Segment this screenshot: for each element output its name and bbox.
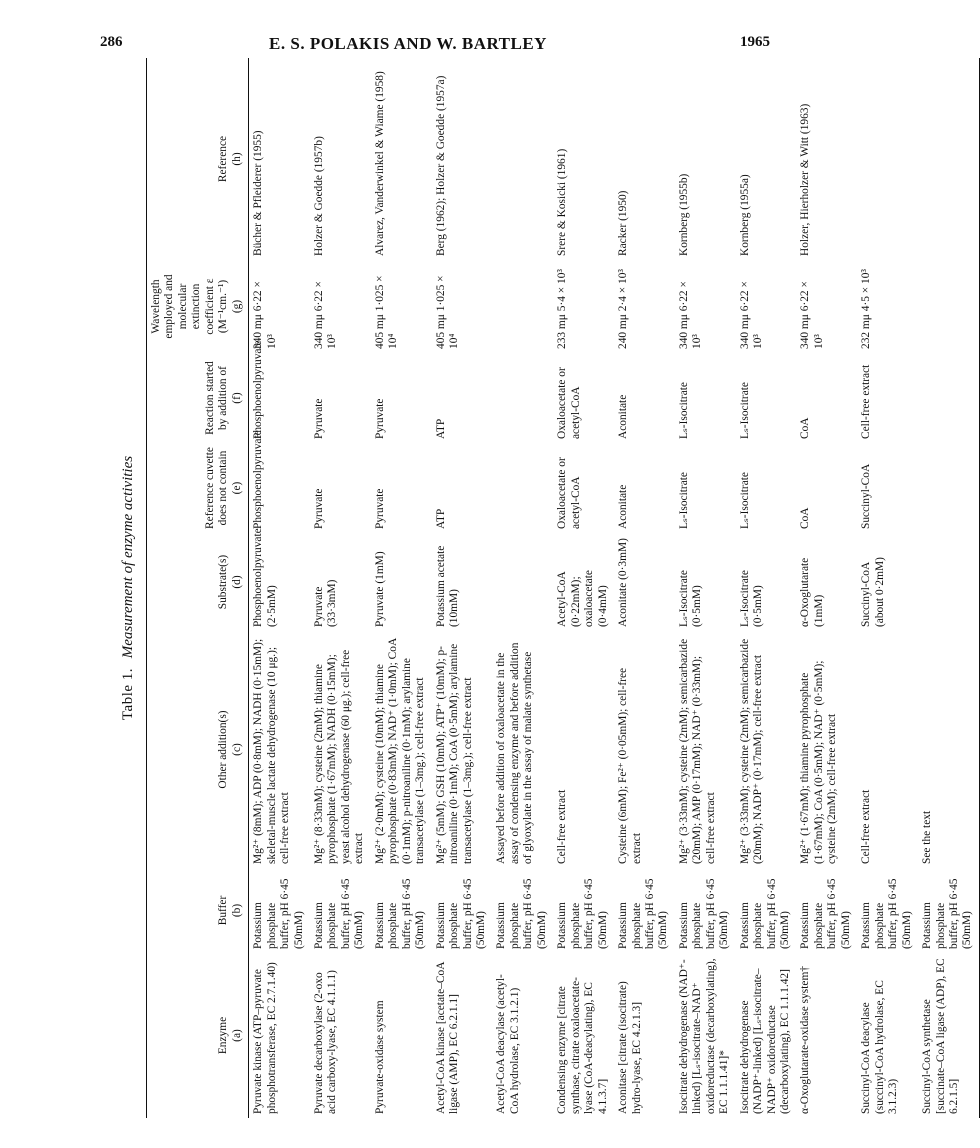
reference-cuvette-cell: Lₛ-Isocitrate	[677, 472, 690, 529]
column-code: (a)	[230, 1029, 243, 1042]
column-code: (g)	[230, 299, 243, 314]
buffer-cell: Potassium phosphate buffer, pH 6·45 (50mM)	[312, 878, 366, 949]
buffer-cell: Potassium phosphate buffer, pH 6·45 (50mM)	[617, 878, 670, 949]
column-name: Reference	[217, 135, 230, 183]
other-additions-cell: Assayed before addition of oxaloacetate in the assay of condensing enzyme and before addition of glyoxylate in the assay of malate synthetase	[495, 642, 535, 864]
column-header	[147, 353, 249, 443]
journal-year: 1965	[740, 34, 770, 50]
column-header	[147, 533, 249, 631]
buffer-cell: Potassium phosphate buffer, pH 6·45 (50mM)	[556, 878, 609, 949]
reference-cuvette-cell: ATP	[434, 508, 447, 529]
reference-cuvette-cell: Oxaloacetate or acetyl-CoA	[556, 457, 582, 529]
buffer-cell: Potassium phosphate buffer, pH 6·45 (50mM)	[738, 878, 792, 949]
table-row	[736, 58, 797, 1118]
reaction-start-cell: Oxaloacetate or acetyl-CoA	[556, 367, 582, 439]
reference-cell	[918, 58, 979, 260]
wavelength-cell	[918, 260, 979, 353]
wavelength-cell: 233 mμ 5·4 × 10³	[556, 269, 569, 349]
column-header	[147, 260, 249, 353]
reference-cell: Berg (1962); Holzer & Goedde (1957a)	[434, 75, 447, 256]
substrate-cell: Lₛ-Isocitrate (0·5mM)	[738, 570, 765, 627]
substrate-cell: Phosphoenolpyruvate (2·5mM)	[252, 528, 278, 627]
substrate-cell: α-Oxoglutarate (1mM)	[799, 557, 825, 627]
table-row	[492, 58, 553, 1118]
other-additions-cell: Cell-free extract	[556, 789, 569, 864]
column-header	[147, 58, 249, 260]
column-name: Buffer	[217, 895, 230, 926]
enzyme-cell: Succinyl-CoA deacylase (succinyl-CoA hydrolase, EC 3.1.2.3)	[860, 980, 900, 1114]
enzyme-cell: Pyruvate kinase (ATP–pyruvate phosphotransferase, EC 2.7.1.40)	[252, 962, 278, 1114]
other-additions-cell: Mg²⁺ (5mM); GSH (10mM); ATP⁺ (10mM); p-nitroaniline (0·1mM); CoA (0·5mM); arylamine transacetylase (1–3mg.); cell-free extract	[434, 643, 474, 864]
wavelength-cell: 340 mμ 6·22 × 10³	[677, 281, 704, 349]
enzyme-cell: Condensing enzyme [citrate synthase, citrate oxaloacetate-lyase (CoA-deacylating), EC 4.1.3.7]	[556, 977, 609, 1114]
reaction-start-cell	[492, 353, 553, 443]
other-additions-cell: See the text	[921, 810, 934, 864]
reaction-start-cell: Pyruvate	[373, 398, 386, 439]
reference-cell: Kornberg (1955a)	[738, 174, 751, 256]
wavelength-cell: 340 mμ 6·22 × 10³	[738, 281, 765, 349]
reference-cell: Racker (1950)	[617, 190, 630, 256]
table-label: Table 1.	[120, 667, 136, 721]
table-row	[614, 58, 675, 1118]
table-row	[857, 58, 918, 1118]
table-title: Measurement of enzyme activities	[120, 455, 136, 659]
table-row	[796, 58, 857, 1118]
column-code: (h)	[230, 152, 243, 166]
reaction-start-cell: Lₛ-Isocitrate	[677, 382, 690, 439]
header-row	[147, 58, 249, 1118]
enzyme-cell: Aconitase [citrate (isocitrate) hydro-lyase, EC 4.2.1.3]	[617, 981, 643, 1114]
table-row	[249, 58, 310, 1118]
column-code: (b)	[230, 903, 243, 918]
enzyme-cell: α-Oxoglutarate-oxidase system†	[799, 966, 812, 1114]
column-header	[147, 631, 249, 868]
reference-cuvette-cell: Pyruvate	[373, 488, 386, 529]
wavelength-cell: 340 mμ 6·22 × 10³	[799, 281, 825, 349]
substrate-cell: Succinyl-CoA (about 0·2mM)	[860, 557, 886, 627]
buffer-cell: Potassium phosphate buffer, pH 6·45 (50mM)	[434, 878, 487, 949]
page-number: 286	[100, 34, 123, 50]
reference-cuvette-cell	[918, 443, 979, 533]
reference-cuvette-cell: Phosphoenolpyruvate	[252, 430, 265, 529]
column-name: Reaction started by addition of	[203, 361, 230, 435]
other-additions-cell: Mg²⁺ (8·33mM); cysteine (2mM); thiamine pyrophosphate (1·67mM); NADH (0·15mM); yeast alcohol dehydrogenase (60 μg.); cell-free extract	[312, 649, 366, 864]
enzyme-cell: Isocitrate dehydrogenase (NADP⁺-linked) [Lₛ-isocitrate–NADP⁺ oxidoreductase (decarboxylating), EC 1.1.1.42]	[738, 968, 792, 1114]
buffer-cell: Potassium phosphate buffer, pH 6·45 (50mM)	[677, 878, 731, 949]
table-row	[918, 58, 979, 1118]
column-name: Wavelength employed and molecular extinction coefficient ε (M⁻¹cm.⁻¹)	[150, 274, 230, 339]
column-code: (e)	[230, 481, 243, 495]
reference-cell: Bücher & Pfleiderer (1955)	[252, 130, 265, 256]
wavelength-cell: 405 mμ 1·025 × 10⁴	[373, 275, 400, 349]
reference-cell	[857, 58, 918, 260]
enzyme-cell: Isocitrate dehydrogenase (NAD⁺-linked) [Lₛ-isocitrate–NAD⁺ oxidoreductase (decarboxylating), EC 1.1.1.41]*	[677, 958, 731, 1114]
reaction-start-cell: Lₛ-Isocitrate	[738, 382, 751, 439]
substrate-cell	[918, 533, 979, 631]
enzyme-cell: Acetyl-CoA kinase [acetate–CoA ligase (AMP), EC 6.2.1.1]	[434, 962, 461, 1114]
column-code: (c)	[230, 743, 243, 756]
table-row	[310, 58, 371, 1118]
substrate-cell: Acetyl-CoA (0·22mM); oxaloacetate (0·4mM)	[556, 570, 609, 627]
table-row	[675, 58, 736, 1118]
column-code: (f)	[230, 392, 243, 404]
buffer-cell: Potassium phosphate buffer, pH 6·45 (50mM)	[921, 878, 974, 949]
substrate-cell	[492, 533, 553, 631]
table-caption	[110, 58, 146, 1118]
reference-cuvette-cell	[492, 443, 553, 533]
wavelength-cell: 405 mμ 1·025 × 10⁴	[434, 275, 461, 349]
column-header	[147, 953, 249, 1118]
reaction-start-cell: CoA	[799, 417, 812, 439]
column-name: Enzyme	[217, 1016, 230, 1055]
table-header	[147, 58, 249, 1118]
enzyme-activity-table	[146, 58, 980, 1118]
other-additions-cell: Mg²⁺ (1·67mM); thiamine pyrophosphate (1·67mM); CoA (0·5mM); NAD⁺ (0·5mM); cysteine (2mM); cell-free extract	[799, 660, 839, 864]
buffer-cell: Potassium phosphate buffer, pH 6·45 (50mM)	[860, 878, 913, 949]
substrate-cell: Aconitate (0·3mM)	[617, 538, 630, 627]
reaction-start-cell: Cell-free extract	[860, 364, 873, 439]
wavelength-cell: 232 mμ 4·5 × 10³	[860, 269, 873, 349]
reference-cell: Holzer, Hierholzer & Witt (1963)	[799, 103, 812, 256]
reference-cuvette-cell: Pyruvate	[312, 488, 325, 529]
table-body	[249, 58, 980, 1118]
enzyme-cell: Pyruvate decarboxylase (2-oxo acid carboxy-lyase, EC 4.1.1.1)	[312, 970, 339, 1114]
column-code: (d)	[230, 575, 243, 589]
wavelength-cell: 340 mμ 6·22 × 10³	[312, 281, 339, 349]
other-additions-cell: Cysteine (6mM); Fe²⁺ (0·05mM); cell-free extract	[617, 667, 643, 864]
reaction-start-cell	[918, 353, 979, 443]
enzyme-cell: Acetyl-CoA deacylase (acetyl-CoA hydrolase, EC 3.1.2.1)	[495, 974, 521, 1114]
column-name: Reference cuvette does not contain	[203, 447, 230, 529]
reaction-start-cell: ATP	[434, 418, 447, 439]
reference-cuvette-cell: Succinyl-CoA	[860, 463, 873, 529]
other-additions-cell: Mg²⁺ (3·33mM); cysteine (2mM); semicarbazide (20mM); NADP⁺ (0·17mM); cell-free extract	[738, 638, 765, 864]
wavelength-cell: 340 mμ 6·22 × 10³	[252, 281, 278, 349]
column-header	[147, 443, 249, 533]
other-additions-cell: Mg²⁺ (2·0mM); cysteine (10mM); thiamine pyrophosphate (0·83mM); NAD⁺ (1·0mM); CoA (0·1mM); p-nitroaniline (0·1mM); arylamine transacetylase (1–3mg.); cell-free extract	[373, 638, 427, 864]
buffer-cell: Potassium phosphate buffer, pH 6·45 (50mM)	[495, 878, 548, 949]
reference-cell: Holzer & Goedde (1957b)	[312, 136, 325, 256]
reaction-start-cell: Pyruvate	[312, 398, 325, 439]
other-additions-cell: Mg²⁺ (3·33mM); cysteine (2mM); semicarbazide (20mM); AMP (0·17mM); NAD⁺ (0·33mM); cell-free extract	[677, 638, 717, 864]
column-name: Other addition(s)	[217, 710, 230, 789]
reference-cell: Srere & Kosicki (1961)	[556, 148, 569, 256]
other-additions-cell: Mg²⁺ (8mM); ADP (0·8mM); NADH (0·15mM); skeletal-muscle lactate dehydrogenase (10 μg.); cell-free extract	[252, 638, 292, 864]
reference-cuvette-cell: Lₛ-Isocitrate	[738, 472, 751, 529]
column-header	[147, 868, 249, 953]
table-row	[553, 58, 614, 1118]
substrate-cell: Potassium acetate (10mM)	[434, 545, 461, 627]
reaction-start-cell: Aconitate	[617, 394, 630, 439]
reference-cuvette-cell: Aconitate	[617, 484, 630, 529]
substrate-cell: Pyruvate (33·3mM)	[312, 579, 339, 627]
running-header-authors: E. S. POLAKIS AND W. BARTLEY	[269, 34, 547, 53]
reference-cell: Alvarez, Vanderwinkel & Wiame (1958)	[373, 71, 386, 256]
substrate-cell: Lₛ-Isocitrate (0·5mM)	[677, 570, 704, 627]
reference-cell	[492, 58, 553, 260]
buffer-cell: Potassium phosphate buffer, pH 6·45 (50mM)	[252, 878, 305, 949]
column-name: Substrate(s)	[217, 554, 230, 610]
rotated-table-frame	[110, 58, 974, 1118]
enzyme-cell: Pyruvate-oxidase system	[373, 1000, 386, 1114]
buffer-cell: Potassium phosphate buffer, pH 6·45 (50mM)	[799, 878, 852, 949]
other-additions-cell: Cell-free extract	[860, 789, 873, 864]
buffer-cell: Potassium phosphate buffer, pH 6·45 (50mM)	[373, 878, 427, 949]
table-row	[432, 58, 493, 1118]
table-row	[371, 58, 432, 1118]
wavelength-cell	[492, 260, 553, 353]
reference-cuvette-cell: CoA	[799, 507, 812, 529]
reaction-start-cell: Phosphoenolpyruvate	[252, 340, 265, 439]
substrate-cell: Pyruvate (1mM)	[373, 551, 386, 627]
wavelength-cell: 240 mμ 2·4 × 10³	[617, 269, 630, 349]
enzyme-cell: Succinyl-CoA synthetase [succinate–CoA ligase (ADP), EC 6.2.1.5]	[921, 958, 961, 1114]
reference-cell: Kornberg (1955b)	[677, 173, 690, 256]
